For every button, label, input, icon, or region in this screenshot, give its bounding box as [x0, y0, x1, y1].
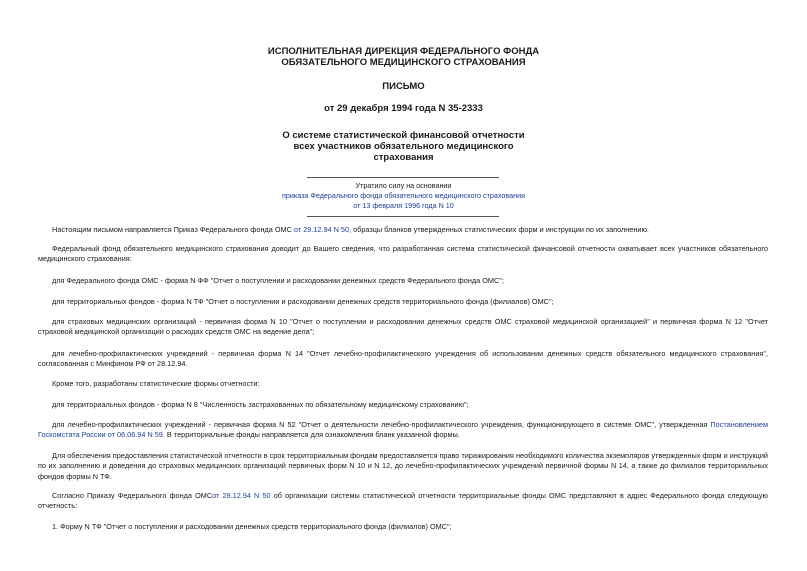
org-name-line2: ОБЯЗАТЕЛЬНОГО МЕДИЦИНСКОГО СТРАХОВАНИЯ	[281, 57, 526, 68]
status-note-link[interactable]	[0, 191, 807, 201]
paragraph-6: для лечебно-профилактических учреждений - первичная форма N 14 "Отчет лечебно-профилактического учреждения об использовании денежных средств обязательного медицинского страхования", согласованная с Минфином РФ от 28.12.94.	[38, 349, 768, 369]
goskomstat-resolution-link[interactable]: Постановлением Госкомстата России от 06.06.94 N 59	[38, 420, 768, 440]
paragraph-11: Согласно Приказу Федерального фонда ОМСот 29.12.94 N 50 об организации системы статистической отчетности территориальные фонды ОМС представляют в адрес Федерального фонда следующую отчетность:	[38, 491, 768, 511]
paragraph-9: для лечебно-профилактических учреждений - первичная форма N 52 "Отчет о деятельности лечебно-профилактического учреждения, функционирующего в системе ОМС", утвержденная Постановлением Госкомстата России от 06.06.94 N 59. В территориальные фонды направляется для ознакомления бланк указанной формы.	[38, 420, 768, 440]
paragraph-10: Для обеспечения предоставления статистической отчетности в срок территориальным фондам предоставляется право тиражирования необходимого количества экземпляров утвержденных форм и инструкций по их заполнению и доведения до страховых медицинских организаций первичных форм N 10 и N 12, до лечебно-профилактических учреждений первичной формы N 14, а также до филиалов территориальных фондов формы N ТФ.	[38, 451, 768, 481]
org-name-line1: ИСПОЛНИТЕЛЬНАЯ ДИРЕКЦИЯ ФЕДЕРАЛЬНОГО ФОНДА	[267, 46, 540, 57]
doc-type: ПИСЬМО	[382, 81, 425, 92]
paragraph-1: Настоящим письмом направляется Приказ Федерального фонда ОМС от 29.12.94 N 50, образцы бланков утвержденных статистических форм и инструкции по их заполнению.	[52, 225, 649, 234]
paragraph-7: Кроме того, разработаны статистические формы отчетности:	[52, 379, 260, 388]
paragraph-2: Федеральный фонд обязательного медицинского страхования доводит до Вашего сведения, что разработанная система статистической финансовой отчетности охватывает всех участников обязательного медицинского страхования:	[38, 244, 768, 264]
status-divider-top	[307, 177, 499, 178]
order-50-link[interactable]: от 29.12.94 N 50	[293, 225, 350, 234]
paragraph-4: для территориальных фондов - форма N ТФ "Отчет о поступлении и расходовании денежных средств территориального фонда (филиалов) ОМС";	[52, 297, 554, 306]
status-note-link-date[interactable]	[0, 201, 807, 211]
paragraph-12: 1. Форму N ТФ "Отчет о поступлении и расходовании денежных средств территориального фонда (филиалов) ОМС";	[52, 522, 452, 531]
paragraph-5: для страховых медицинских организаций - первичная форма N 10 "Отчет о поступлении и расходовании денежных средств ОМС страховой медицинской организацией" и первичная форма N 12 "Отчет страховой медицинской организации о расходах средств ОМС на ведение дела";	[38, 317, 768, 337]
order-50-link-2[interactable]: от 29.12.94 N 50	[212, 491, 271, 500]
repeal-order-link-line1[interactable]: приказа Федерального фонда обязательного медицинского страхования	[281, 191, 525, 200]
doc-subject-line3: страхования	[373, 152, 434, 163]
paragraph-8: для территориальных фондов - форма N 8 "Численность застрахованных по обязательному медицинскому страхованию";	[52, 400, 469, 409]
doc-date: от 29 декабря 1994 года N 35-2333	[324, 103, 483, 114]
status-divider-bottom	[307, 216, 499, 217]
doc-subject-line2: всех участников обязательного медицинского	[293, 141, 514, 152]
repeal-order-link-line2[interactable]: от 13 февраля 1996 года N 10	[353, 201, 454, 210]
paragraph-3: для Федерального фонда ОМС - форма N ФФ "Отчет о поступлении и расходовании денежных средств Федерального фонда ОМС";	[52, 276, 504, 285]
status-note-text: Утратило силу на основании	[355, 181, 452, 190]
doc-subject-line1: О системе статистической финансовой отчетности	[282, 130, 525, 141]
